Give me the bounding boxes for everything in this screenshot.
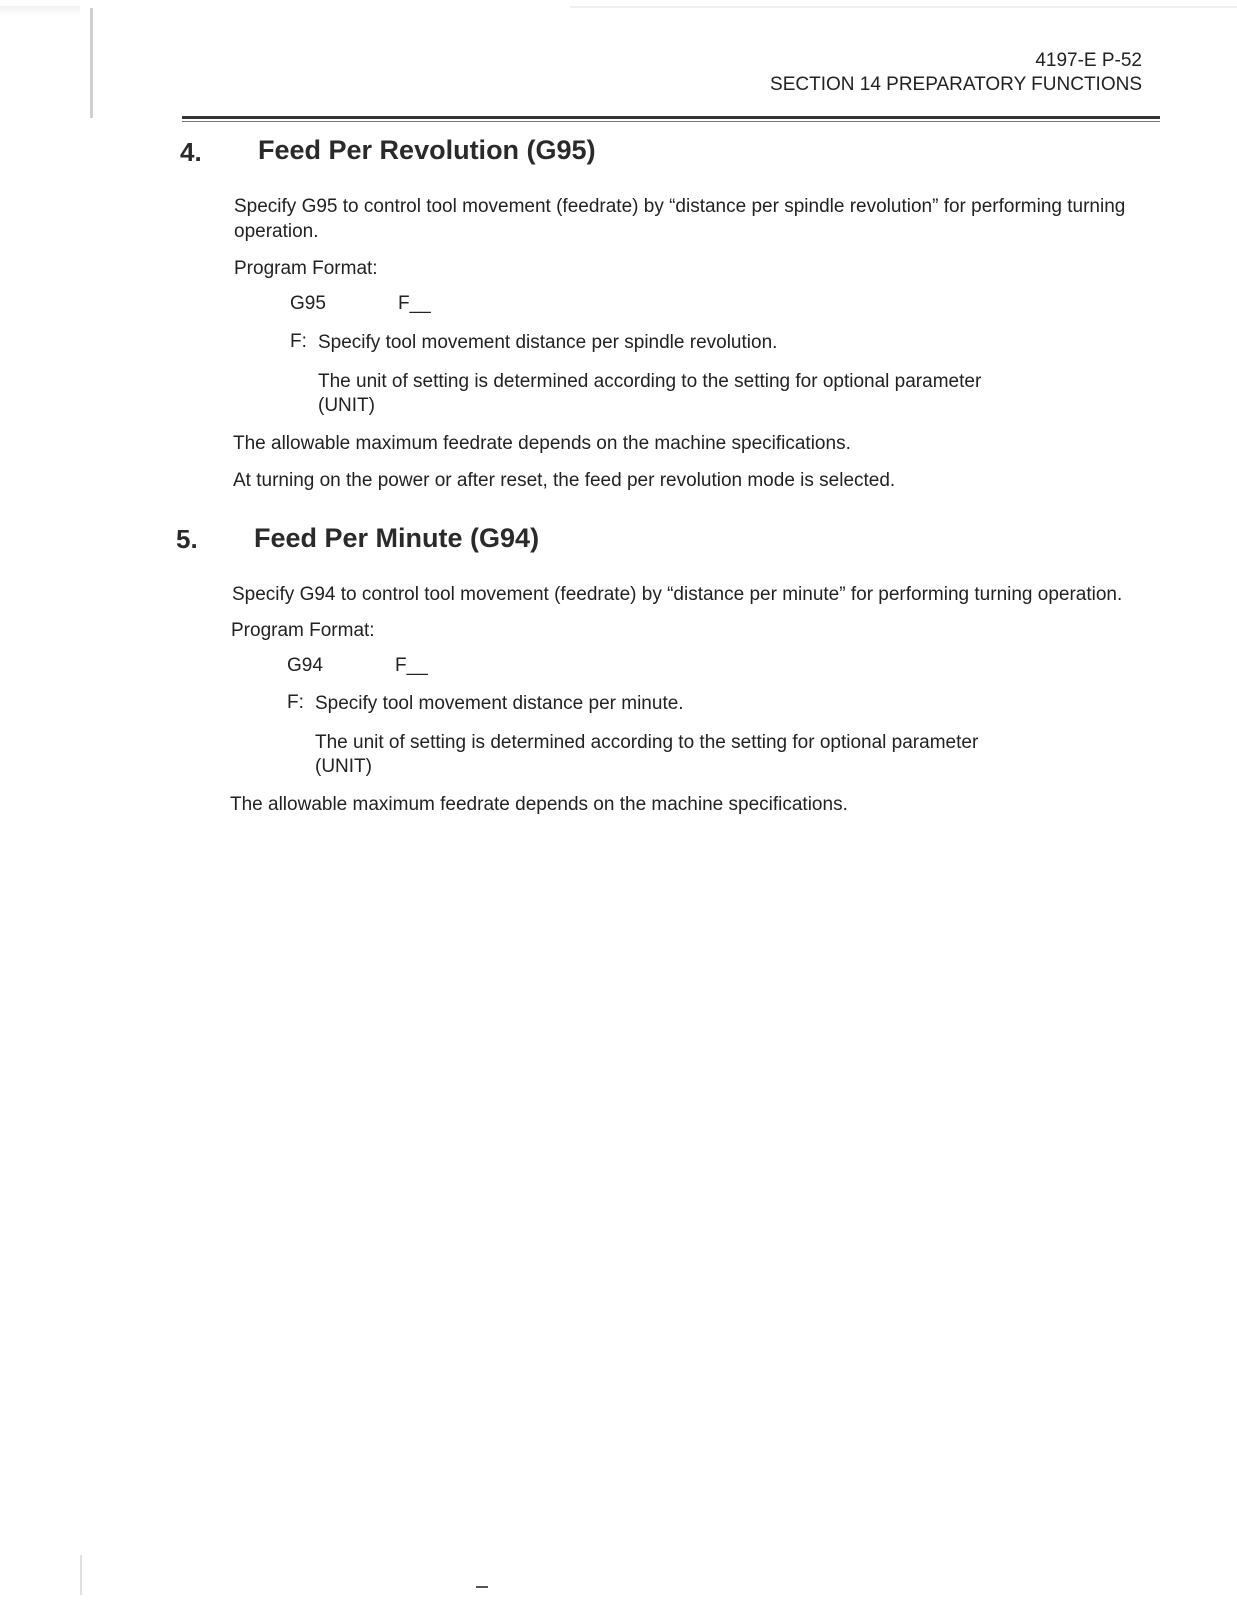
intro-paragraph <box>234 194 1154 244</box>
note-line: (UNIT) <box>318 395 375 416</box>
definition-text: Specify tool movement distance per spindle revolution. <box>318 332 778 353</box>
scan-artifact-bottom <box>80 1555 82 1595</box>
format-code: G95 <box>290 293 326 314</box>
doc-page-number: 4197-E P-52 <box>1035 50 1142 71</box>
note-line: (UNIT) <box>315 756 372 777</box>
note-line: The unit of setting is determined according to the setting for optional parameter <box>315 732 979 753</box>
intro-line: Specify G94 to control tool movement (feedrate) by “distance per minute” for performing turning operation. <box>232 584 1123 605</box>
unit-note <box>318 370 981 418</box>
scan-artifact-left <box>90 8 93 118</box>
header-rule-thin <box>182 121 1160 122</box>
header-rule <box>182 116 1160 119</box>
closing-paragraph: The allowable maximum feedrate depends on the machine specifications. <box>230 794 848 815</box>
section-number: 4. <box>180 137 202 167</box>
closing-paragraph: The allowable maximum feedrate depends on the machine specifications. <box>233 433 851 454</box>
definition-key: F: <box>287 692 304 713</box>
program-format-label: Program Format: <box>231 620 375 641</box>
format-argument: F__ <box>395 655 428 676</box>
section-title: Feed Per Minute (G94) <box>254 523 540 553</box>
section-title: Feed Per Revolution (G95) <box>258 135 596 165</box>
intro-line: Specify G95 to control tool movement (feedrate) by “distance per spindle revolution” for performing turning <box>234 196 1126 217</box>
section-heading: SECTION 14 PREPARATORY FUNCTIONS <box>770 74 1142 95</box>
scan-artifact-top <box>0 6 80 16</box>
program-format-label: Program Format: <box>234 258 378 279</box>
format-code: G94 <box>287 655 323 676</box>
note-line: The unit of setting is determined according to the setting for optional parameter <box>318 371 982 392</box>
unit-note <box>315 731 978 779</box>
scan-artifact-dash <box>476 1586 488 1588</box>
scan-artifact-topright <box>570 6 1237 8</box>
definition-text: Specify tool movement distance per minute. <box>315 693 684 714</box>
section-number: 5. <box>176 524 198 554</box>
intro-line: operation. <box>234 221 319 242</box>
closing-paragraph: At turning on the power or after reset, the feed per revolution mode is selected. <box>233 470 896 491</box>
definition-key: F: <box>290 331 307 352</box>
page-header <box>770 49 1142 97</box>
intro-paragraph <box>232 582 1152 607</box>
format-argument: F__ <box>398 293 431 314</box>
